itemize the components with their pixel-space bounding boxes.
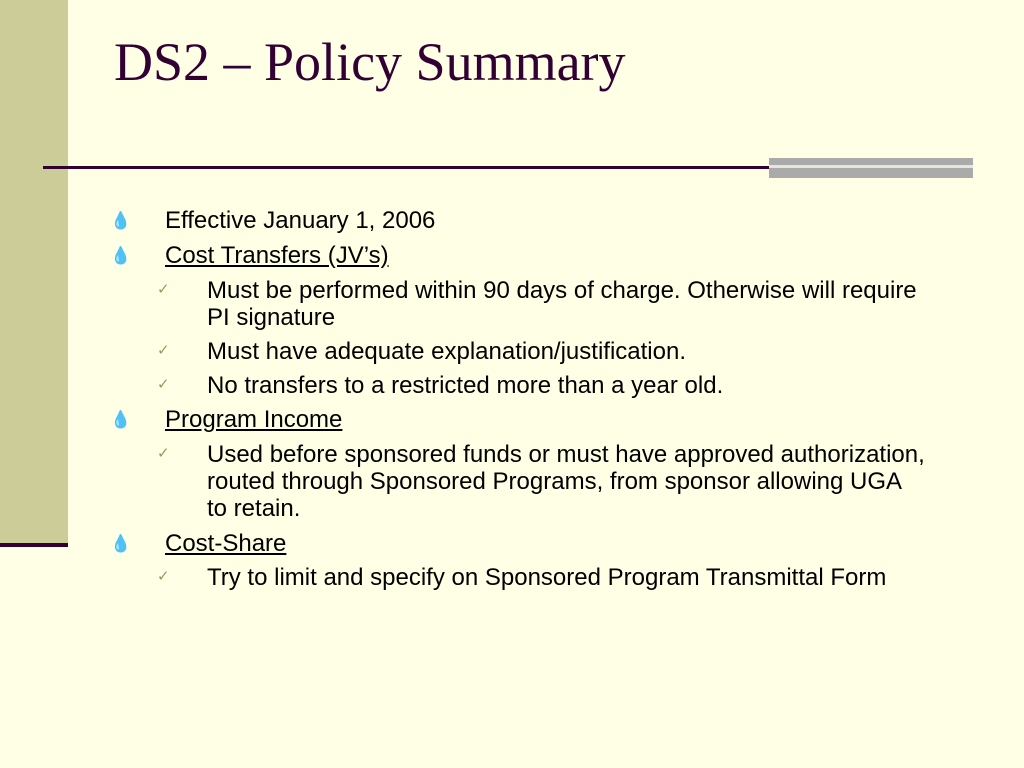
drop-bullet-icon: 💧 — [110, 246, 132, 265]
bullet-cost-share — [110, 530, 965, 557]
slide-title: DS2 – Policy Summary — [114, 32, 626, 92]
sub-bullet-text: Used before sponsored funds or must have approved authorization, routed through Sponsored Programs, from sponsor allowing UGA to retain. — [207, 441, 925, 522]
checkmark-bullet-icon: ✓ — [157, 568, 170, 585]
drop-bullet-icon: 💧 — [110, 211, 132, 230]
bullet-heading-program-income: Program Income — [165, 406, 343, 433]
sub-bullet-text: No transfers to a restricted more than a year old. — [207, 372, 724, 399]
sub-bullet-90-days — [157, 277, 927, 331]
bullet-program-income — [110, 406, 965, 433]
drop-bullet-icon: 💧 — [110, 410, 132, 429]
sub-bullet-text: Try to limit and specify on Sponsored Program Transmittal Form — [207, 564, 887, 591]
bullet-heading-cost-share: Cost-Share — [165, 530, 287, 557]
checkmark-bullet-icon: ✓ — [157, 445, 170, 462]
checkmark-bullet-icon: ✓ — [157, 281, 170, 298]
checkmark-bullet-icon: ✓ — [157, 376, 170, 393]
sub-bullet-no-transfers — [157, 372, 927, 399]
bullet-effective-date — [110, 207, 965, 234]
sub-bullet-sponsored-funds — [157, 441, 927, 522]
sub-bullet-explanation — [157, 338, 927, 365]
bullet-cost-transfers — [110, 242, 965, 269]
drop-bullet-icon: 💧 — [110, 534, 132, 553]
sub-bullet-transmittal-form — [157, 564, 947, 591]
sub-bullet-text: Must have adequate explanation/justification. — [207, 338, 686, 365]
bullet-heading-cost-transfers: Cost Transfers (JV’s) — [165, 242, 389, 269]
bullet-text: Effective January 1, 2006 — [165, 207, 436, 234]
checkmark-bullet-icon: ✓ — [157, 342, 170, 359]
sub-bullet-text: Must be performed within 90 days of charge. Otherwise will require PI signature — [207, 277, 917, 331]
